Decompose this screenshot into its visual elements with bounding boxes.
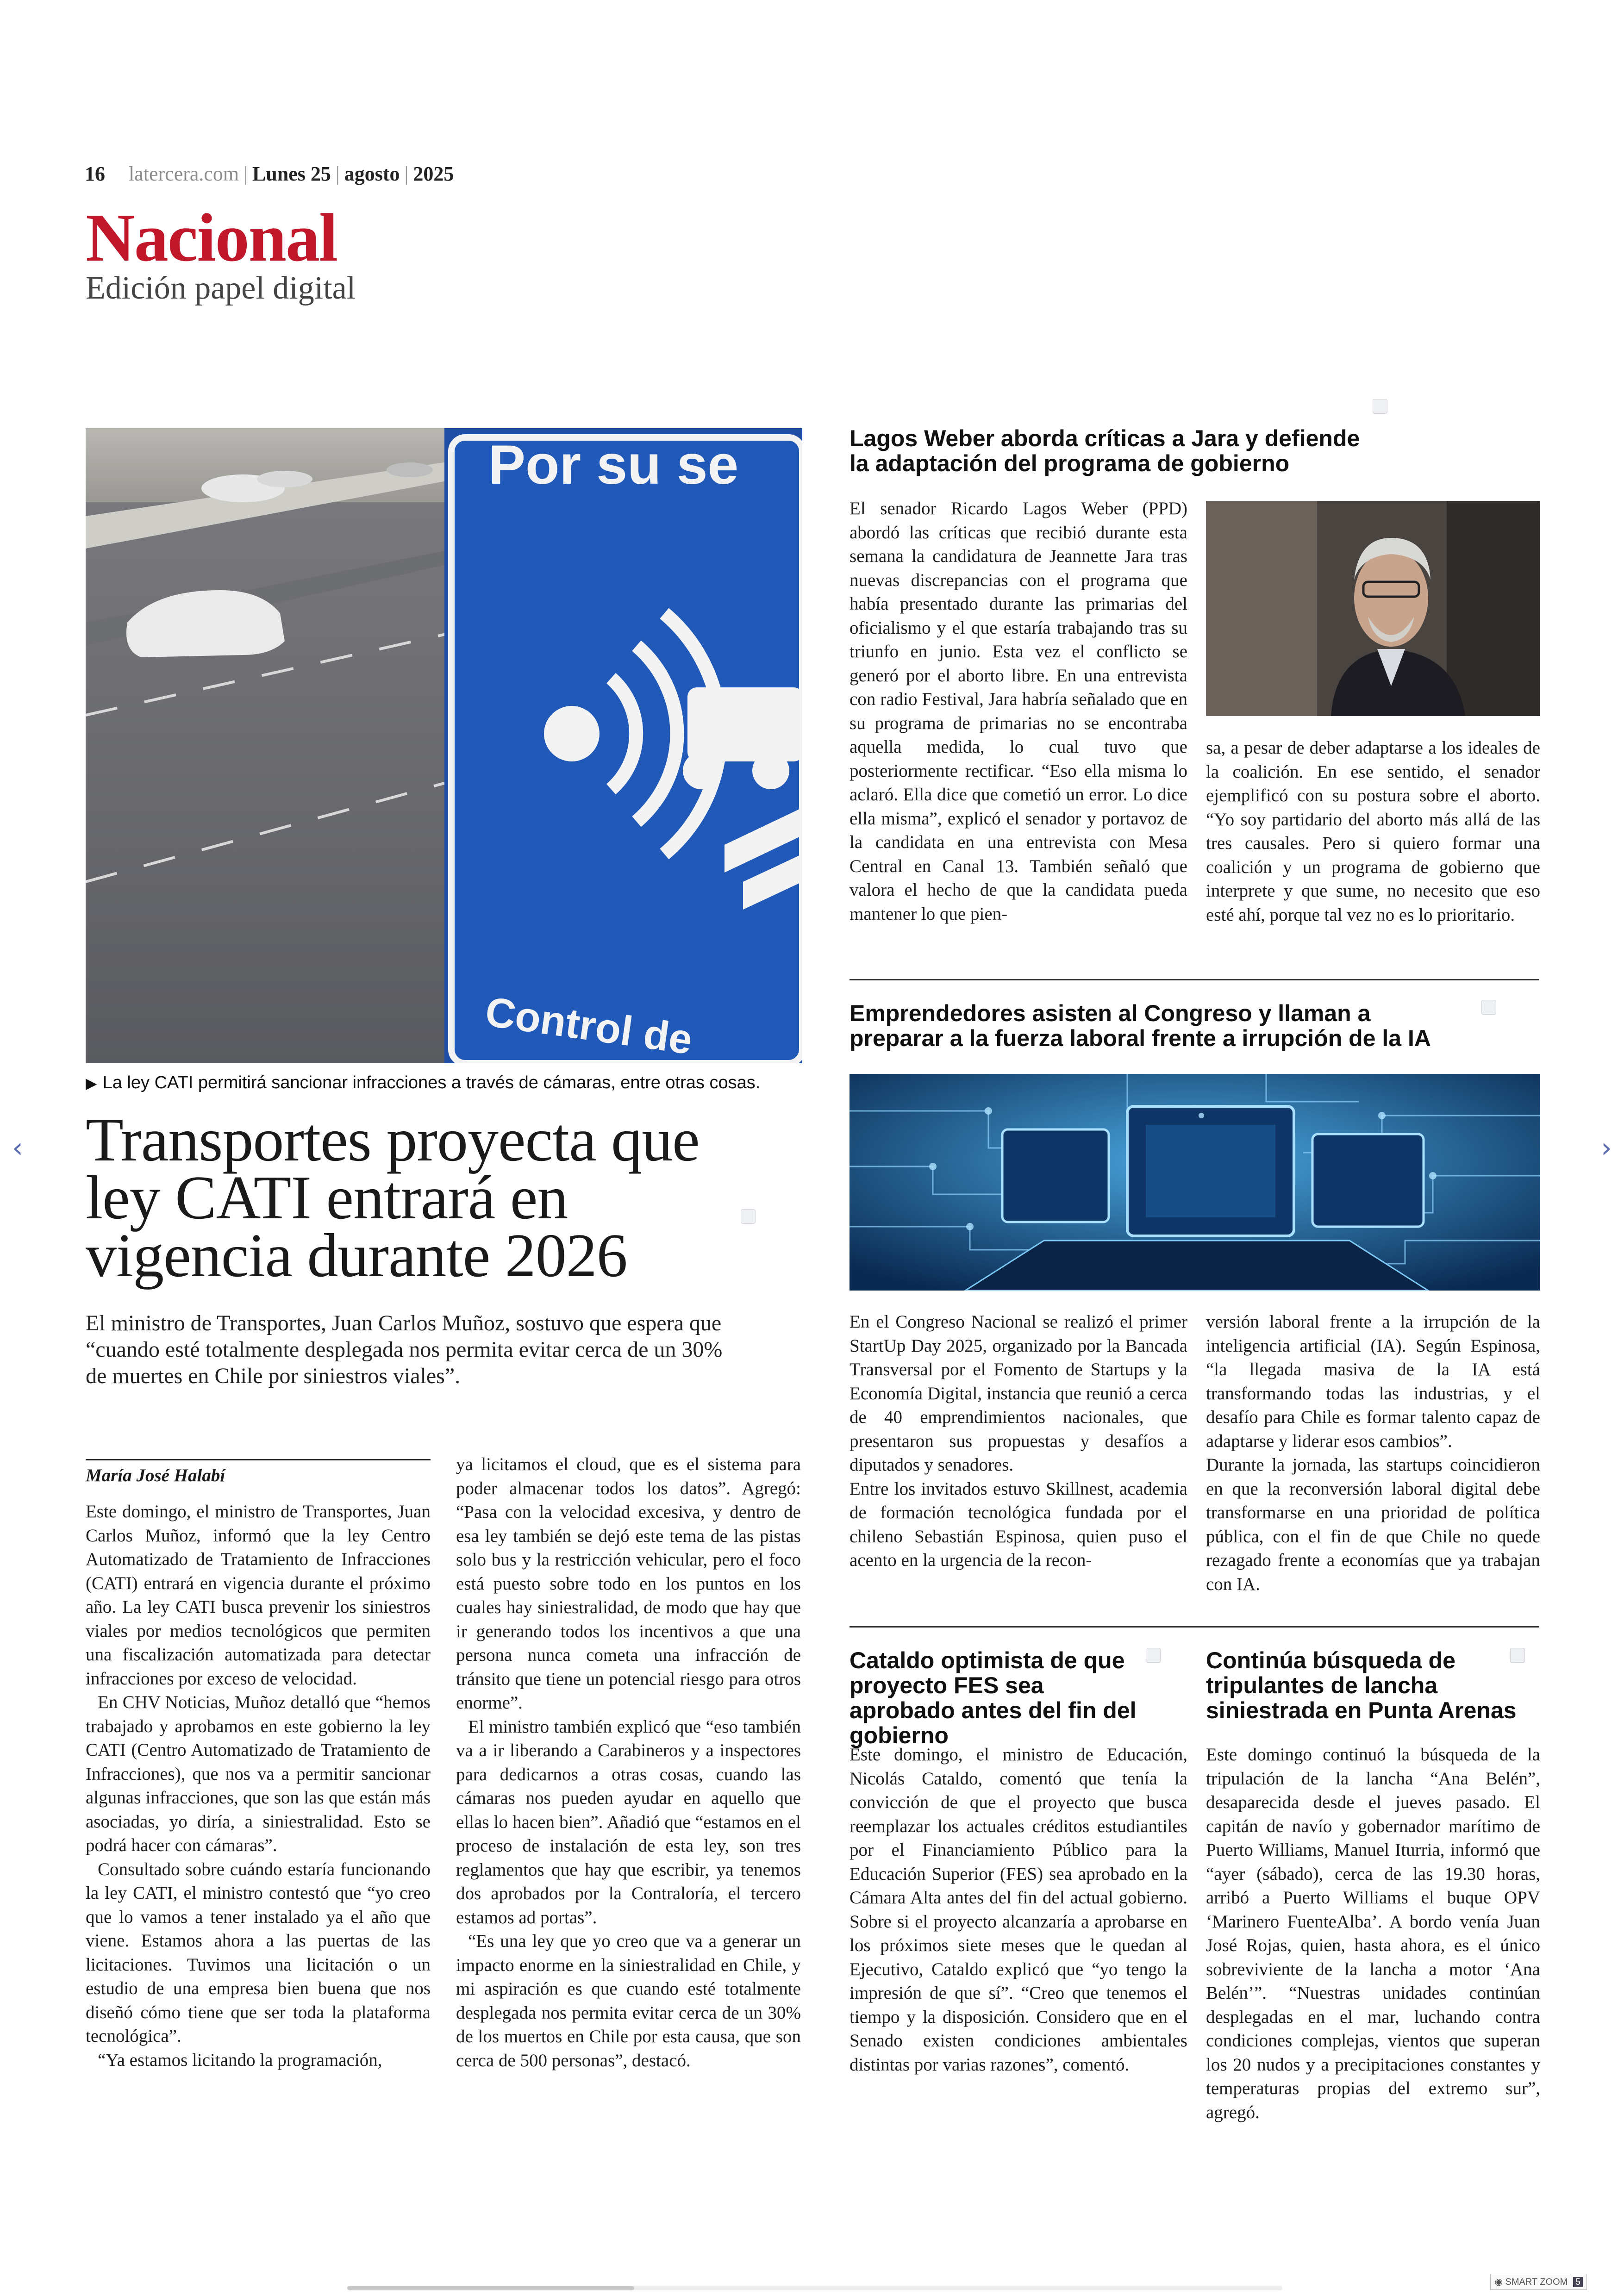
lancha-body bbox=[1206, 1743, 1540, 2124]
ia-col-1 bbox=[849, 1310, 1187, 1572]
sign-text-bottom: Control de bbox=[482, 988, 695, 1063]
chevron-right-icon[interactable]: › bbox=[1601, 1132, 1612, 1164]
paragraph: sa, a pesar de deber adaptarse a los ideales de la coalición. En ese sentido, el senador ejemplificó con su postura sobre el aborto. “Yo soy partidario del aborto más allá de las tres causales. Pero si quiero formar una coalición y un programa de gobierno que interprete y que sume, no necesito que eso esté ahí, porque tal vez no es lo prioritario. bbox=[1206, 738, 1540, 925]
header-month: agosto bbox=[344, 162, 400, 185]
main-article-col-1 bbox=[86, 1500, 431, 2072]
ia-photo bbox=[849, 1074, 1540, 1291]
headline-line-2: ley CATI entrará en bbox=[86, 1163, 568, 1232]
lagos-col-1 bbox=[849, 497, 1187, 926]
ai-circuit-image bbox=[849, 1074, 1540, 1291]
smart-zoom-button[interactable] bbox=[1490, 2274, 1587, 2290]
paragraph: Durante la jornada, las startups coincidieron en que la reconversión laboral digital debe transformarse en una prioridad de política pública, con el fin de que Chile no quede rezagado frente a economías que ya trabajan con IA. bbox=[1206, 1455, 1540, 1594]
headline-line-1: Transportes proyecta que bbox=[86, 1105, 700, 1174]
lancha-headline: Continúa búsqueda de tripulantes de lancha siniestrada en Punta Arenas bbox=[1206, 1647, 1517, 1723]
section-title: Nacional bbox=[86, 200, 337, 276]
share-icon[interactable] bbox=[1510, 1648, 1525, 1663]
chevron-left-icon[interactable]: ‹ bbox=[12, 1132, 23, 1164]
paragraph: Entre los invitados estuvo Skillnest, academia de formación tecnológica fundada por el chileno Sebastián Espinosa, quien puso el acento en la urgencia de la recon- bbox=[849, 1478, 1187, 1570]
paragraph: Este domingo, el ministro de Transportes, Juan Carlos Muñoz, informó que la ley Centro Automatizado de Tratamiento de Infracciones (CATI) entrará en vigencia durante el próximo año. La ley CATI busca prevenir los siniestros viales por medios tecnológicos que permiten una fiscalización automatizada para detectar infracciones por exceso de velocidad. bbox=[86, 1502, 431, 1689]
lagos-headline: Lagos Weber aborda críticas a Jara y defiende la adaptación del programa de gobierno bbox=[849, 425, 1360, 476]
paragraph: El senador Ricardo Lagos Weber (PPD) abordó las críticas que recibió durante esta semana la candidatura de Jeannette Jara tras nuevas discrepancias con el programa que había presentado durante las primarias del oficialismo y el que estaría trabajando tras su triunfo en junio. Esta vez el conflicto se generó por el aborto libre. En una entrevista con radio Festival, Jara habría señalado que en su programa de primarias no se encontraba aquella medida, lo cual tuvo que posteriormente rectificar. “Eso ella misma lo aclaró. Ella dice que cometió un error. Lo dice ella misma”, explicó el senador y portavoz de la candidata en una entrevista con Mesa Central en Canal 13. También señaló que valora el hecho de que la candidata pueda mantener lo que pien- bbox=[849, 499, 1187, 924]
smart-zoom-label: SMART ZOOM bbox=[1505, 2277, 1568, 2287]
page-number: 16 bbox=[85, 162, 105, 185]
ia-headline: Emprendedores asisten al Congreso y llaman a preparar a la fuerza laboral frente a irrupción de la IA bbox=[849, 1000, 1431, 1051]
paragraph: El ministro también explicó que “eso también va a ir liberando a Carabineros y a inspectores para dedicarnos a otras cosas, cuando las cámaras nos pueden ayudar en aquello que ellas lo hacen bien”. Añadió que “estamos en el proceso de instalación de esta ley, son tres reglamentos que hay que escribir, ya tenemos dos aprobados por la Contraloría, el tercero estamos ad portas”. bbox=[456, 1716, 801, 1927]
paragraph: Este domingo, el ministro de Educación, Nicolás Cataldo, comentó que tenía la convicción de que el proyecto que busca reemplazar los actuales créditos estudiantiles por el Financiamiento Público para la Educación Superior (FES) sea aprobado en la Cámara Alta antes del fin del actual gobierno. Sobre si el proyecto alcanzaría a aprobarse en los próximos siete meses que le quedan al Ejecutivo, Cataldo explicó que “yo tengo la impresión de que sí”. “Creo que tenemos el tiempo y la disposición. Considero que en el Senado existen condiciones ambientales distintas por varias razones”, comentó. bbox=[849, 1745, 1187, 2075]
senator-portrait-image bbox=[1206, 501, 1540, 716]
cataldo-headline: Cataldo optimista de que proyecto FES sea aprobado antes del fin del gobierno bbox=[849, 1647, 1137, 1748]
main-photo bbox=[86, 428, 802, 1063]
page-scrollbar[interactable] bbox=[347, 2286, 1282, 2290]
caption-arrow-icon: ▶ bbox=[86, 1075, 97, 1091]
section-divider bbox=[849, 1626, 1539, 1628]
paragraph: En CHV Noticias, Muñoz detalló que “hemos trabajado y aprobamos en este gobierno la ley CATI (Centro Automatizado de Tratamiento de Infracciones), que nos va a permitir sancionar algunas infracciones, que son las que están más asociadas, yo diría, a siniestralidad. Esto se podrá hacer con cámaras”. bbox=[86, 1692, 431, 1855]
page-header: 16 latercera.com | Lunes 25 | agosto | 2025 bbox=[85, 162, 454, 185]
paragraph: “Es una ley que yo creo que va a generar un impacto enorme en la siniestralidad en Chile, y mi aspiración es que cuando esté totalmente desplegada nos permita evitar cerca de un 30% de los muertos en Chile por esta causa, que son cerca de 500 personas”, destacó. bbox=[456, 1931, 801, 2070]
ia-col-2 bbox=[1206, 1310, 1540, 1596]
share-icon[interactable] bbox=[1146, 1648, 1161, 1663]
paragraph: En el Congreso Nacional se realizó el primer StartUp Day 2025, organizado por la Bancada Transversal por el Fomento de Startups y la Economía Digital, instancia que reunió a cerca de 40 emprendimientos nacionales, que presentaron sus propuestas y desafíos a diputados y senadores. bbox=[849, 1312, 1187, 1475]
share-icon[interactable] bbox=[741, 1209, 756, 1224]
paragraph: Consultado sobre cuándo estaría funcionando la ley CATI, el ministro contestó que “yo creo que lo vamos a tener instalado ya el año que viene. Estamos ahora a las puertas de las licitaciones. Tuvimos una licitación o un estudio de una empresa bien buena que nos diseñó cómo tiene que ser toda la plataforma tecnológica”. bbox=[86, 1859, 431, 2046]
caption-text: La ley CATI permitirá sancionar infracciones a través de cámaras, entre otras cosas. bbox=[102, 1073, 761, 1092]
share-icon[interactable] bbox=[1481, 1000, 1496, 1015]
lagos-photo bbox=[1206, 501, 1540, 716]
photo-caption bbox=[86, 1073, 808, 1093]
header-year: 2025 bbox=[413, 162, 454, 185]
share-icon[interactable] bbox=[1373, 399, 1387, 414]
site-name: latercera.com bbox=[129, 162, 239, 185]
cataldo-body bbox=[849, 1743, 1187, 2077]
main-headline bbox=[86, 1105, 743, 1290]
section-divider bbox=[849, 979, 1539, 980]
sign-text-top: Por su se bbox=[488, 434, 739, 496]
smart-zoom-value: 5 bbox=[1573, 2277, 1583, 2287]
eye-icon: ◉ bbox=[1494, 2277, 1503, 2287]
paragraph: versión laboral frente a la irrupción de la inteligencia artificial (IA). Según Espinosa, “la llegada masiva de la IA está transformando todas las industrias, y el desafío para Chile es formar talento capaz de adaptarse y liderar esos cambios”. bbox=[1206, 1312, 1540, 1451]
main-article-col-2 bbox=[456, 1453, 801, 2072]
lagos-col-2 bbox=[1206, 736, 1540, 927]
byline: María José Halabí bbox=[86, 1459, 431, 1486]
paragraph: Este domingo continuó la búsqueda de la tripulación de la lancha “Ana Belén”, desaparecida desde el jueves pasado. El capitán de navío y gobernador marítimo de Puerto Williams, Manuel Iturria, informó que “ayer (sábado), cerca de las 19.30 horas, arribó a Puerto Williams el buque OPV ‘Marinero FuenteAlba’. A bordo venía Juan José Rojas, quien, hasta ahora, es el único sobreviviente de la lancha a motor ‘Ana Belén’”. “Nuestras unidades continúan desplegadas en el mar, luchando contra condiciones complejas, vientos que superan los 20 nudos y a precipitaciones constantes y temperaturas propias del extremo sur”, agregó. bbox=[1206, 1745, 1540, 2122]
highway-camera-sign-image bbox=[86, 428, 802, 1063]
headline-line-3: vigencia durante 2026 bbox=[86, 1221, 627, 1290]
scrollbar-thumb[interactable] bbox=[347, 2286, 634, 2290]
header-date: Lunes 25 bbox=[252, 162, 331, 185]
paragraph: ya licitamos el cloud, que es el sistema para poder almacenar todos los datos”. Agregó: “Pasa con la velocidad excesiva, y dentro de esa ley también se dejó este tema de las pistas solo bus y la restricción vehicular, pero el foco está puesto sobre todo en los puntos en los cuales hay siniestralidad, de modo que hay que ir generando todos los incentivos a que una persona nunca cometa una infracción de tránsito que tiene un potencial riesgo para otros enorme”. bbox=[456, 1454, 801, 1713]
paragraph: “Ya estamos licitando la programación, bbox=[98, 2050, 382, 2070]
main-lead: El ministro de Transportes, Juan Carlos Muñoz, sostuvo que espera que “cuando esté totalmente desplegada nos permita evitar cerca de un 30% de muertes en Chile por siniestros viales”. bbox=[86, 1311, 723, 1388]
edition-label: Edición papel digital bbox=[86, 270, 356, 306]
